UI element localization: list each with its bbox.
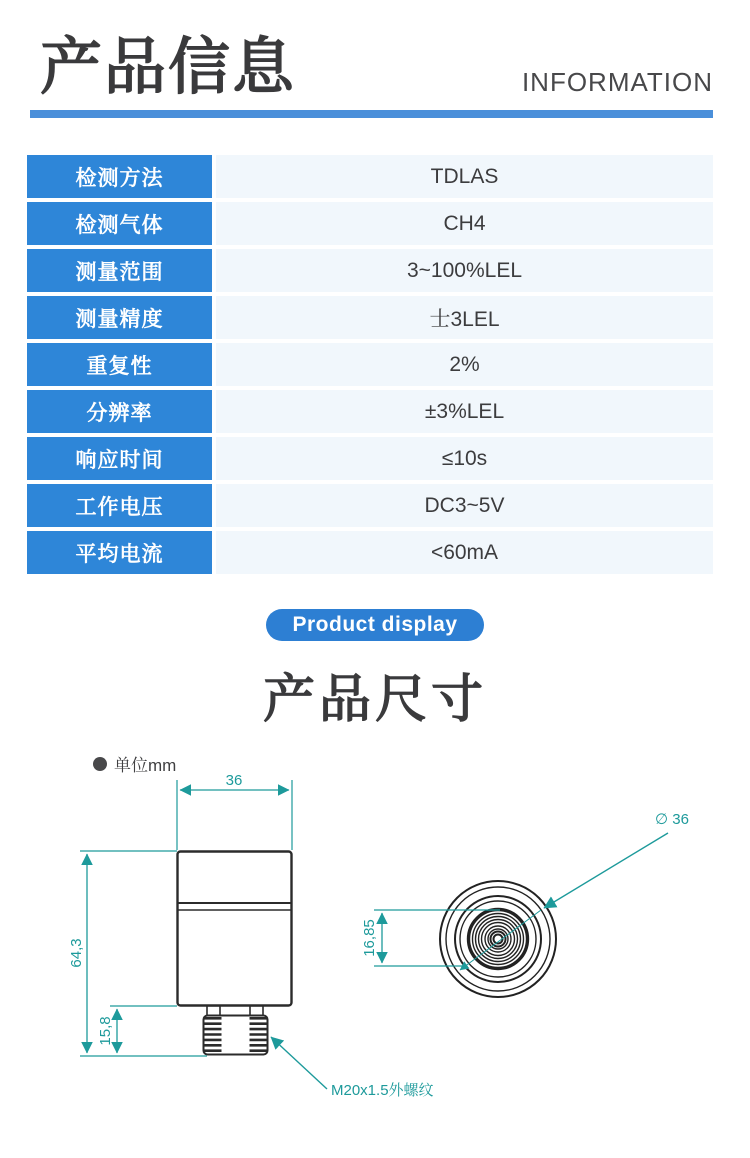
bullet-icon — [93, 757, 107, 771]
dim-body-height: 64,3 — [68, 938, 85, 968]
spec-value: DC3~5V — [216, 484, 713, 527]
spec-value: ≤10s — [216, 437, 713, 480]
spec-value: ±3%LEL — [216, 390, 713, 433]
table-row — [27, 437, 713, 480]
table-row — [27, 484, 713, 527]
dim-inner-diameter: 16,85 — [361, 919, 378, 957]
spec-value: 3~100%LEL — [216, 249, 713, 292]
spec-value: TDLAS — [216, 155, 713, 198]
thread-stud — [204, 1006, 268, 1055]
spec-label: 检测气体 — [27, 202, 212, 245]
spec-value: 士3LEL — [216, 296, 713, 339]
spec-label: 测量精度 — [27, 296, 212, 339]
spec-label: 响应时间 — [27, 437, 212, 480]
table-row — [27, 202, 713, 245]
thread-spec-label: M20x1.5外螺纹 — [331, 1082, 434, 1100]
dimension-drawing — [0, 738, 750, 1151]
top-view — [440, 881, 556, 997]
table-row — [27, 249, 713, 292]
unit-label: 单位mm — [114, 756, 177, 776]
spec-label: 工作电压 — [27, 484, 212, 527]
dim-outer-diameter: ∅ 36 — [655, 811, 689, 829]
table-row — [27, 343, 713, 386]
page-title: 产品信息 — [40, 33, 297, 102]
badge-wrap — [0, 609, 750, 641]
spec-label: 平均电流 — [27, 531, 212, 574]
section-title-dimensions: 产品尺寸 — [262, 671, 487, 730]
spec-label: 重复性 — [27, 343, 212, 386]
spec-value: <60mA — [216, 531, 713, 574]
sensor-body-outline — [178, 852, 292, 1006]
table-row — [27, 390, 713, 433]
page-subtitle: INFORMATION — [521, 67, 713, 98]
spec-label: 检测方法 — [27, 155, 212, 198]
dim-thread-length: 15,8 — [97, 1016, 114, 1046]
spec-label: 测量范围 — [27, 249, 212, 292]
spec-label: 分辨率 — [27, 390, 212, 433]
dim-body-width: 36 — [225, 772, 243, 790]
table-row — [27, 531, 713, 574]
unit-note — [93, 756, 176, 775]
product-display-badge: Product display — [266, 609, 483, 641]
table-row — [27, 155, 713, 198]
spec-value: CH4 — [216, 202, 713, 245]
title-underline — [30, 110, 713, 118]
spec-table — [27, 155, 713, 574]
header — [0, 0, 750, 102]
table-row — [27, 296, 713, 339]
front-view — [68, 772, 434, 1099]
spec-value: 2% — [216, 343, 713, 386]
